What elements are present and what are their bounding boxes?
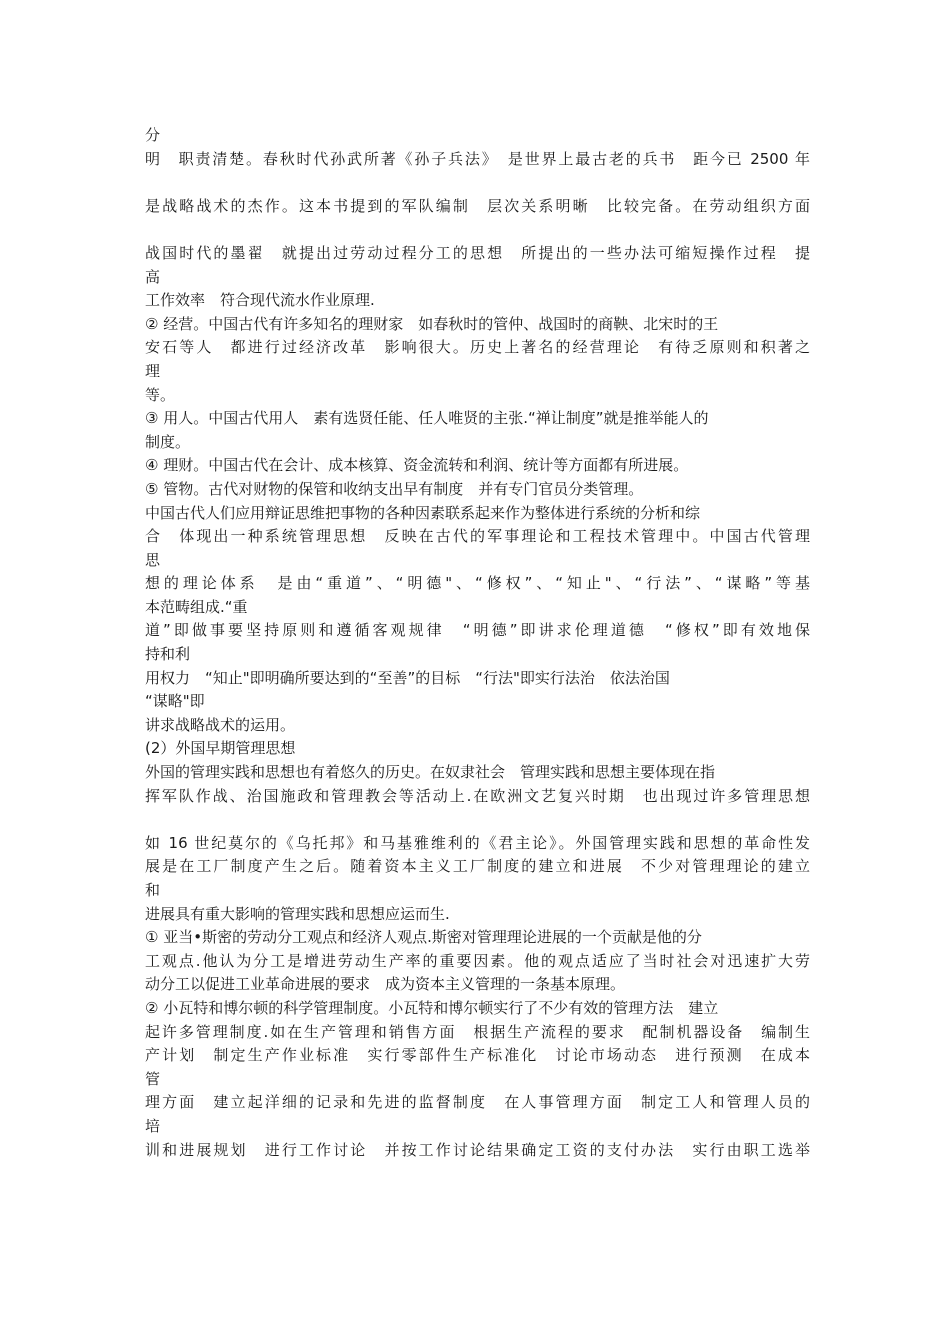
text-line: 讲求战略战术的运用。 — [145, 715, 296, 734]
text-line: 分 — [145, 126, 161, 144]
text-line: 合 体现出一种系统管理思想 反映在古代的军事理论和工程技术管理中。中国古代管理 — [145, 527, 810, 546]
paragraph-gap — [145, 171, 810, 195]
text-line: 用权力 “知止"即明确所要达到的“至善”的目标 “行法"即实行法治 依法治国 — [145, 668, 670, 687]
text-line: 训和进展规划 进行工作讨论 并按工作讨论结果确定工资的支付办法 实行由职工选举 — [145, 1140, 810, 1159]
text-line: 思 — [145, 550, 161, 569]
text-line: 挥军队作战、治国施政和管理教会等活动上.在欧洲文艺复兴时期 也出现过许多管理思想 — [145, 786, 810, 805]
text-line: 进展具有重大影响的管理实践和思想应运而生. — [145, 904, 450, 923]
text-line: 起许多管理制度.如在生产管理和销售方面 根据生产流程的要求 配制机器设备 编制生 — [145, 1022, 810, 1041]
text-line: 持和利 — [145, 645, 191, 664]
text-line: 想的理论体系 是由“重道”、“明德"、“修权”、“知止"、“行法”、“谋略”等基 — [145, 574, 810, 593]
text-line: “谋略"即 — [145, 692, 205, 711]
text-line: 高 — [145, 267, 161, 286]
text-line: 理方面 建立起洋细的记录和先进的监督制度 在人事管理方面 制定工人和管理人员的 — [145, 1093, 810, 1112]
text-line: 外国的管理实践和思想也有着悠久的历史。在奴隶社会 管理实践和思想主要体现在指 — [145, 763, 716, 782]
document-body — [145, 124, 810, 1162]
text-line: 本范畴组成.“重 — [145, 597, 248, 616]
text-line: 道”即做事要坚持原则和遵循客观规律 “明德”即讲求伦理道德 “修权”即有效地保 — [145, 621, 810, 640]
text-line: 动分工以促进工业革命进展的要求 成为资本主义管理的一条基本原理。 — [145, 975, 626, 994]
text-line: 明 职责清楚。春秋时代孙武所著《孙子兵法》 是世界上最古老的兵书 距今已 2500 年 — [145, 149, 810, 168]
text-line: ① 亚当•斯密的劳动分工观点和经济人观点.斯密对管理理论进展的一个贡献是他的分 — [145, 928, 702, 947]
text-line: 等。 — [145, 385, 176, 404]
text-line: 理 — [145, 361, 161, 380]
text-line: ② 小瓦特和博尔顿的科学管理制度。小瓦特和博尔顿实行了不少有效的管理方法 建立 — [145, 998, 719, 1017]
text-line: 是战略战术的杰作。这本书提到的军队编制 层次关系明晰 比较完备。在劳动组织方面 — [145, 196, 810, 215]
text-line: 工作效率 符合现代流水作业原理. — [145, 291, 375, 310]
paragraph-gap — [145, 218, 810, 242]
text-line: 中国古代人们应用辩证思维把事物的各种因素联系起来作为整体进行系统的分析和综 — [145, 503, 701, 522]
paragraph-gap — [145, 808, 810, 832]
text-line: 展是在工厂制度产生之后。随着资本主义工厂制度的建立和进展 不少对管理理论的建立 — [145, 857, 810, 876]
text-line: 管 — [145, 1069, 161, 1088]
text-line: ③ 用人。中国古代用人 素有选贤任能、任人唯贤的主张.“禅让制度”就是推举能人的 — [145, 409, 709, 428]
text-line: 战国时代的墨翟 就提出过劳动过程分工的思想 所提出的一些办法可缩短操作过程 提 — [145, 243, 810, 262]
text-line: 培 — [145, 1116, 161, 1135]
text-line: 产计划 制定生产作业标准 实行零部件生产标准化 讨论市场动态 进行预测 在成本 — [145, 1046, 810, 1065]
text-line: 和 — [145, 881, 161, 899]
text-line: 制度。 — [145, 432, 191, 451]
text-line: (2）外国早期管理思想 — [145, 739, 296, 758]
text-line: ⑤ 管物。古代对财物的保管和收纳支出早有制度 并有专门官员分类管理。 — [145, 479, 644, 498]
text-line: 工观点.他认为分工是增进劳动生产率的重要因素。他的观点适应了当时社会对迅速扩大劳 — [145, 951, 810, 970]
text-line: ④ 理财。中国古代在会计、成本核算、资金流转和利润、统计等方面都有所进展。 — [145, 456, 689, 475]
text-line: 如 16 世纪莫尔的《乌托邦》和马基雅维利的《君主论》。外国管理实践和思想的革命性发 — [145, 833, 810, 852]
text-line: ② 经营。中国古代有许多知名的理财家 如春秋时的管仲、战国时的商鞅、北宋时的王 — [145, 314, 719, 333]
text-line: 安石等人 都进行过经济改革 影响很大。历史上著名的经营理论 有待乏原则和积著之 — [145, 338, 810, 357]
